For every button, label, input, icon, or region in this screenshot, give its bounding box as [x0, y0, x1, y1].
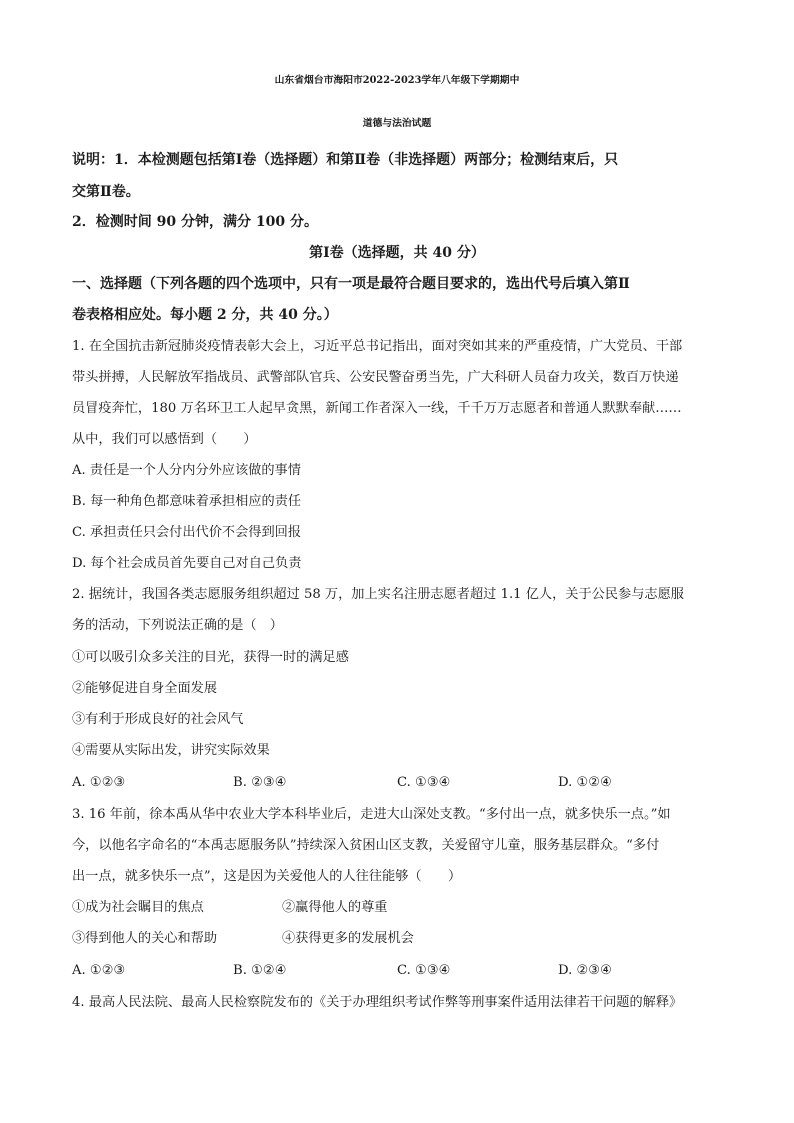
- exam-subtitle: 道德与法治试题: [362, 118, 432, 129]
- q3-statement-2: ②赢得他人的尊重: [282, 900, 388, 915]
- q1-stem-line-2: 带头拼搏，人民解放军指战员、武警部队官兵、公安民警奋勇当先，广大科研人员奋力攻关，数百万快递: [72, 370, 679, 385]
- q3-option-c: C. ①③④: [397, 963, 451, 978]
- q2-statement-3: ③有利于形成良好的社会风气: [72, 712, 244, 727]
- q3-statement-3: ③得到他人的关心和帮助: [72, 931, 218, 946]
- q3-statement-4: ④获得更多的发展机会: [282, 931, 414, 946]
- q1-stem-line-3: 员冒疫奔忙，180 万名环卫工人起早贪黑，新闻工作者深入一线，千千万万志愿者和普通人默默奉献……: [72, 401, 682, 416]
- q2-stem-line-1: 2. 据统计，我国各类志愿服务组织超过 58 万，加上实名注册志愿者超过 1.1 亿人，关于公民参与志愿服: [72, 587, 684, 602]
- q3-stem-line-1: 3. 16 年前，徐本禹从华中农业大学本科毕业后，走进大山深处支教。“多付出一点，就多快乐一点。”如: [72, 807, 671, 822]
- q1-stem-line-1: 1. 在全国抗击新冠肺炎疫情表彰大会上，习近平总书记指出，面对突如其来的严重疫情，广大党员、干部: [72, 339, 683, 354]
- q2-option-b: B. ②③④: [233, 775, 287, 790]
- q1-option-d: D. 每个社会成员首先要自己对自己负责: [72, 556, 302, 571]
- q2-option-d: D. ①②④: [558, 775, 612, 790]
- q3-stem-line-3: 出一点，就多快乐一点”，这是因为关爱他人的人往往能够（ ）: [72, 869, 462, 884]
- q2-statement-2: ②能够促进自身全面发展: [72, 681, 218, 696]
- q4-stem-line-1: 4. 最高人民法院、最高人民检察院发布的《关于办理组织考试作弊等刑事案件适用法律若干问题的解释》: [72, 995, 683, 1010]
- q1-option-a: A. 责任是一个人分内分外应该做的事情: [72, 463, 301, 478]
- q3-option-b: B. ①②④: [233, 963, 287, 978]
- q3-option-d: D. ②③④: [558, 963, 612, 978]
- section-instruction-1: 一、选择题（下列各题的四个选项中，只有一项是最符合题目要求的，选出代号后填入第Ⅱ: [72, 276, 630, 292]
- exam-title: 山东省烟台市海阳市2022-2023学年八年级下学期期中: [274, 75, 520, 86]
- notes-line-1: 说明：1．本检测题包括第Ⅰ卷（选择题）和第Ⅱ卷（非选择题）两部分；检测结束后，只: [72, 152, 619, 168]
- q2-statement-1: ①可以吸引众多关注的目光，获得一时的满足感: [72, 650, 349, 665]
- q2-option-c: C. ①③④: [397, 775, 451, 790]
- q2-statement-4: ④需要从实际出发，讲究实际效果: [72, 743, 270, 758]
- q3-stem-line-2: 今，以他名字命名的“本禹志愿服务队”持续深入贫困山区支教，关爱留守儿童，服务基层群众。“多付: [72, 838, 660, 853]
- section-heading: 第Ⅰ卷（选择题，共 40 分）: [309, 245, 485, 261]
- q3-statement-1: ①成为社会瞩目的焦点: [72, 900, 204, 915]
- notes-line-2: 交第Ⅱ卷。: [72, 184, 140, 200]
- section-instruction-2: 卷表格相应处。每小题 2 分，共 40 分。）: [72, 307, 338, 323]
- notes-line-3: 2．检测时间 90 分钟，满分 100 分。: [72, 214, 318, 230]
- q3-option-a: A. ①②③: [72, 963, 126, 978]
- q1-option-b: B. 每一种角色都意味着承担相应的责任: [72, 494, 302, 509]
- q1-option-c: C. 承担责任只会付出代价不会得到回报: [72, 525, 302, 540]
- q2-option-a: A. ①②③: [72, 775, 126, 790]
- q1-stem-line-4: 从中，我们可以感悟到（ ）: [72, 432, 257, 447]
- q2-stem-line-2: 务的活动，下列说法正确的是（ ）: [72, 618, 283, 633]
